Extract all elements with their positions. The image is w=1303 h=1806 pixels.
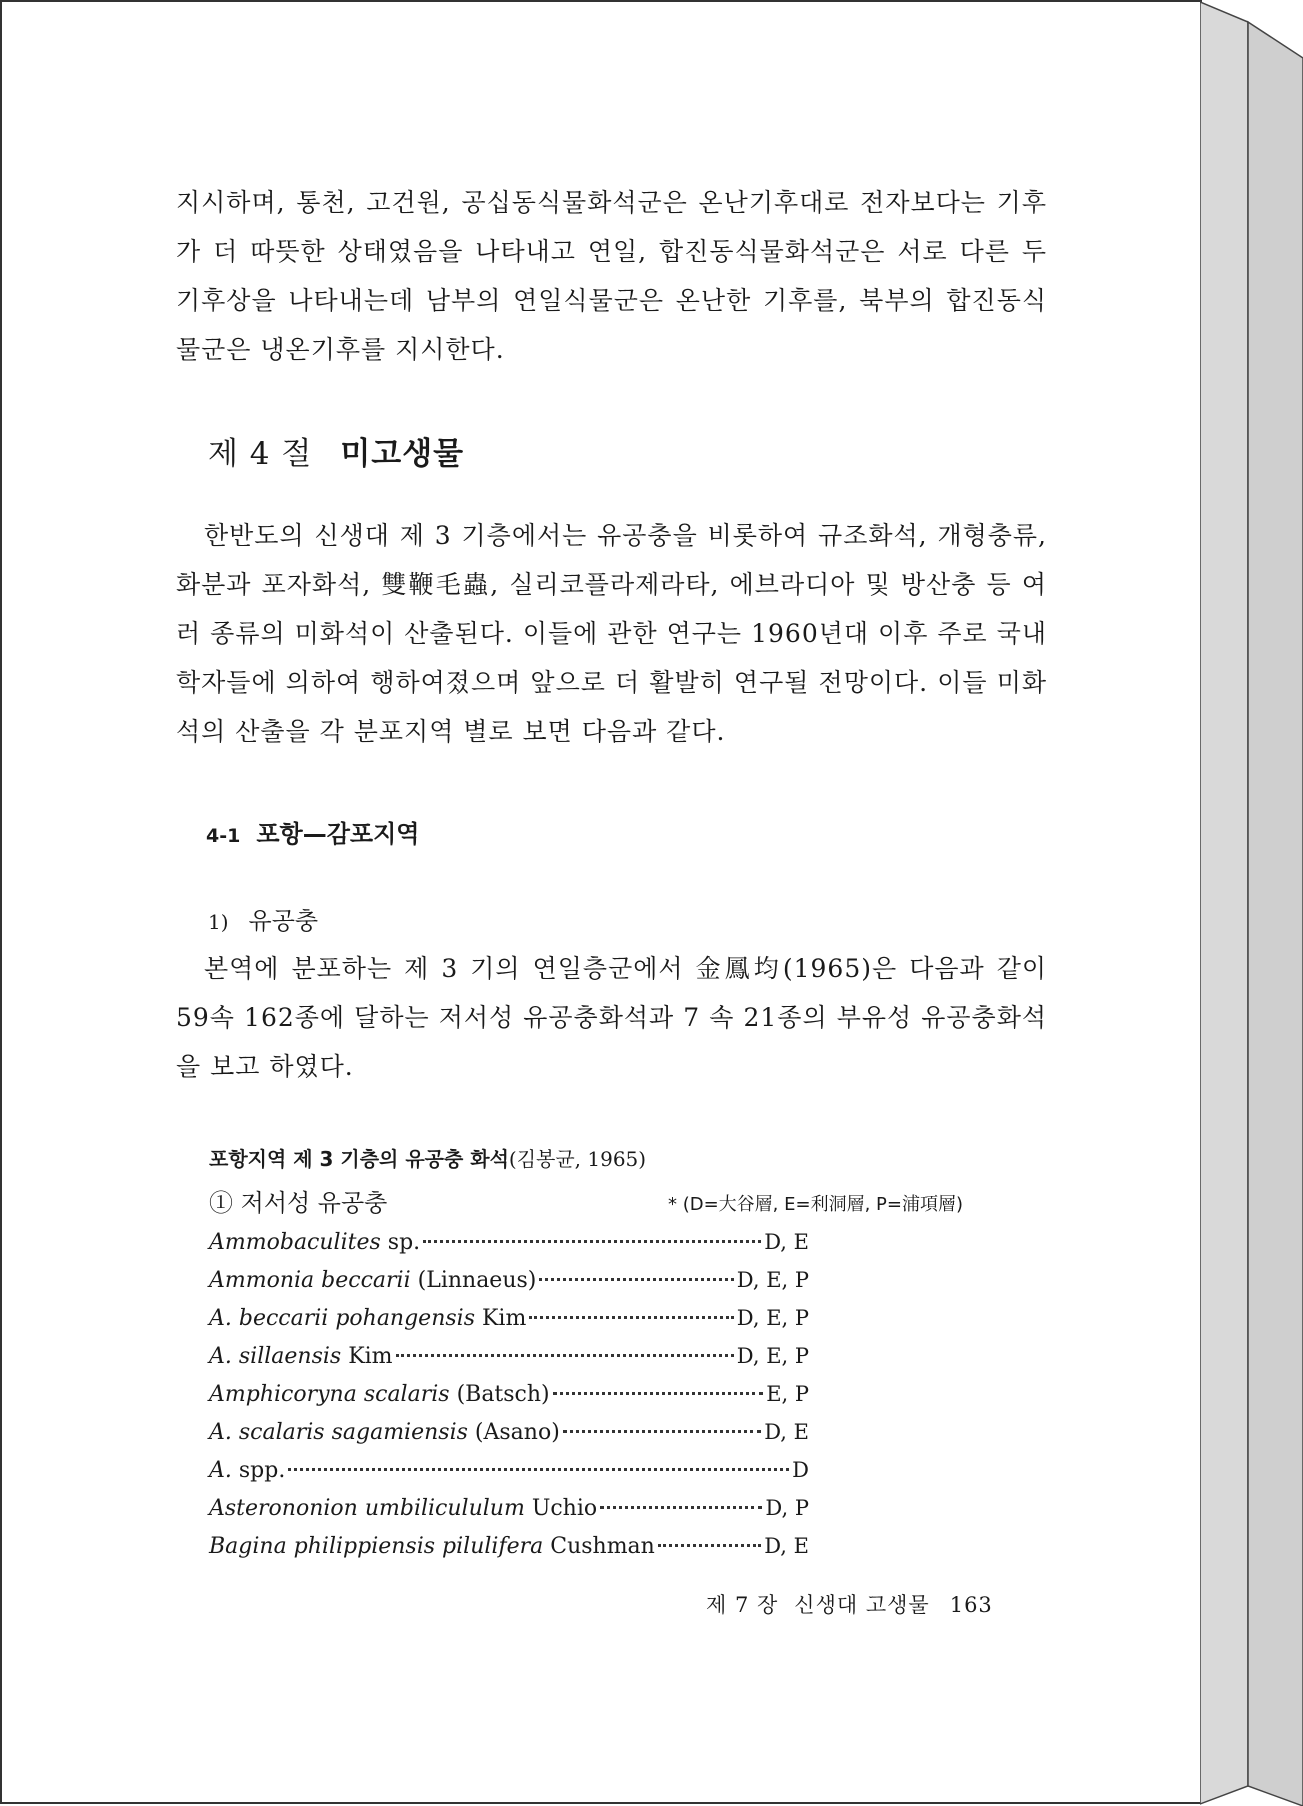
species-scientific-name: Asterononion umbilicululum — [209, 1496, 525, 1521]
page-footer — [706, 1589, 993, 1619]
species-formation-codes: D, E — [764, 1420, 809, 1444]
species-scientific-name: Ammonia beccarii — [209, 1268, 411, 1293]
micro-fossil-paragraph — [176, 511, 1047, 756]
species-formation-codes: D, E, P — [736, 1306, 809, 1330]
dot-leader — [563, 1430, 761, 1433]
species-scientific-name: A. scalaris sagamiensis — [209, 1420, 468, 1445]
species-scientific-name: Bagina philippiensis pilulifera — [209, 1534, 544, 1559]
dot-leader — [600, 1506, 762, 1509]
species-row — [209, 1375, 809, 1413]
species-row — [209, 1299, 809, 1337]
page-content — [2, 2, 1202, 1806]
species-row — [209, 1223, 809, 1261]
section-number: 제 4 절 — [208, 436, 313, 472]
subsection-number: 4-1 — [206, 825, 241, 847]
foram-text: 본역에 분포하는 제 3 기의 연일층군에서 金鳳均(1965)은 다음과 같이 59속 162종에 달하는 저서성 유공충화석과 7 속 21종의 부유성 유공충화석을 보고 하였다. — [176, 954, 1047, 1081]
species-formation-codes: D, E, P — [736, 1344, 809, 1368]
species-row — [209, 1527, 809, 1565]
page-number: 163 — [949, 1593, 993, 1617]
species-row — [209, 1413, 809, 1451]
subsection-heading — [206, 814, 419, 849]
species-author: (Asano) — [474, 1420, 560, 1445]
species-formation-codes: D, P — [765, 1496, 809, 1520]
species-row — [209, 1337, 809, 1375]
dot-leader — [529, 1316, 733, 1319]
item-number: 1) — [208, 910, 229, 934]
species-author: Uchio — [531, 1496, 598, 1521]
item-heading — [208, 901, 318, 936]
species-list — [209, 1223, 809, 1565]
item-title: 유공충 — [248, 907, 319, 935]
species-formation-codes: D — [792, 1458, 809, 1482]
dot-leader — [423, 1240, 761, 1243]
species-author: Kim — [482, 1306, 527, 1331]
table-caption-text: 포항지역 제 3 기층의 유공충 화석 — [209, 1147, 509, 1171]
page-edge-shape — [1200, 0, 1303, 1806]
species-row — [209, 1489, 809, 1527]
footer-title: 신생대 고생물 — [794, 1593, 930, 1617]
species-scientific-name: Amphicoryna scalaris — [209, 1382, 450, 1407]
species-author: spp. — [238, 1458, 286, 1483]
species-formation-codes: D, E — [764, 1230, 809, 1254]
section-heading — [208, 428, 464, 473]
species-author: Kim — [348, 1344, 393, 1369]
species-scientific-name: A. beccarii pohangensis — [209, 1306, 475, 1331]
formation-legend: * (D=大谷層, E=利洞層, P=浦項層) — [668, 1194, 963, 1215]
species-author: (Linnaeus) — [417, 1268, 537, 1293]
species-author: sp. — [387, 1230, 421, 1255]
species-scientific-name: Ammobaculites — [209, 1230, 381, 1255]
table-caption — [209, 1143, 646, 1172]
benthic-group-label: ① 저서성 유공충 — [209, 1189, 388, 1217]
species-author: Cushman — [550, 1534, 655, 1559]
foram-paragraph — [176, 944, 1047, 1091]
species-row — [209, 1451, 809, 1489]
micro-fossil-text: 한반도의 신생대 제 3 기층에서는 유공충을 비롯하여 규조화석, 개형충류, 화분과 포자화석, 雙鞭毛蟲, 실리코플라제라타, 에브라디아 및 방산충 등 여러 종류의 미화석이 산출된다. 이들에 관한 연구는 1960년대 이후 주로 국내 학자들에 의하여 행하여졌으며 앞으로 더 활발히 연구될 전망이다. 이들 미화석의 산출을 각 분포지역 별로 보면 다음과 같다. — [176, 521, 1047, 746]
species-author: (Batsch) — [456, 1382, 550, 1407]
species-row — [209, 1261, 809, 1299]
subsection-title: 포항—감포지역 — [256, 820, 420, 848]
dot-leader — [288, 1468, 789, 1471]
footer-chapter: 제 7 장 — [706, 1593, 779, 1617]
species-scientific-name: A. sillaensis — [209, 1344, 342, 1369]
intro-paragraph: 지시하며, 통천, 고건원, 공십동식물화석군은 온난기후대로 전자보다는 기후가 더 따뜻한 상태였음을 나타내고 연일, 합진동식물화석군은 서로 다른 두 기후상을 나타내는데 남부의 연일식물군은 온난한 기후를, 북부의 합진동식물군은 냉온기후를 지시한다. — [176, 188, 1047, 364]
species-formation-codes: D, E, P — [736, 1268, 809, 1292]
dot-leader — [553, 1392, 764, 1395]
dot-leader — [396, 1354, 734, 1357]
species-scientific-name: A. — [209, 1458, 232, 1483]
section-title: 미고생물 — [340, 436, 465, 472]
table-citation: (김봉균, 1965) — [508, 1147, 647, 1171]
species-formation-codes: D, E — [764, 1534, 809, 1558]
dot-leader — [658, 1544, 761, 1547]
page-edge-3d — [1200, 0, 1303, 1806]
dot-leader — [539, 1278, 733, 1281]
species-formation-codes: E, P — [766, 1382, 809, 1406]
